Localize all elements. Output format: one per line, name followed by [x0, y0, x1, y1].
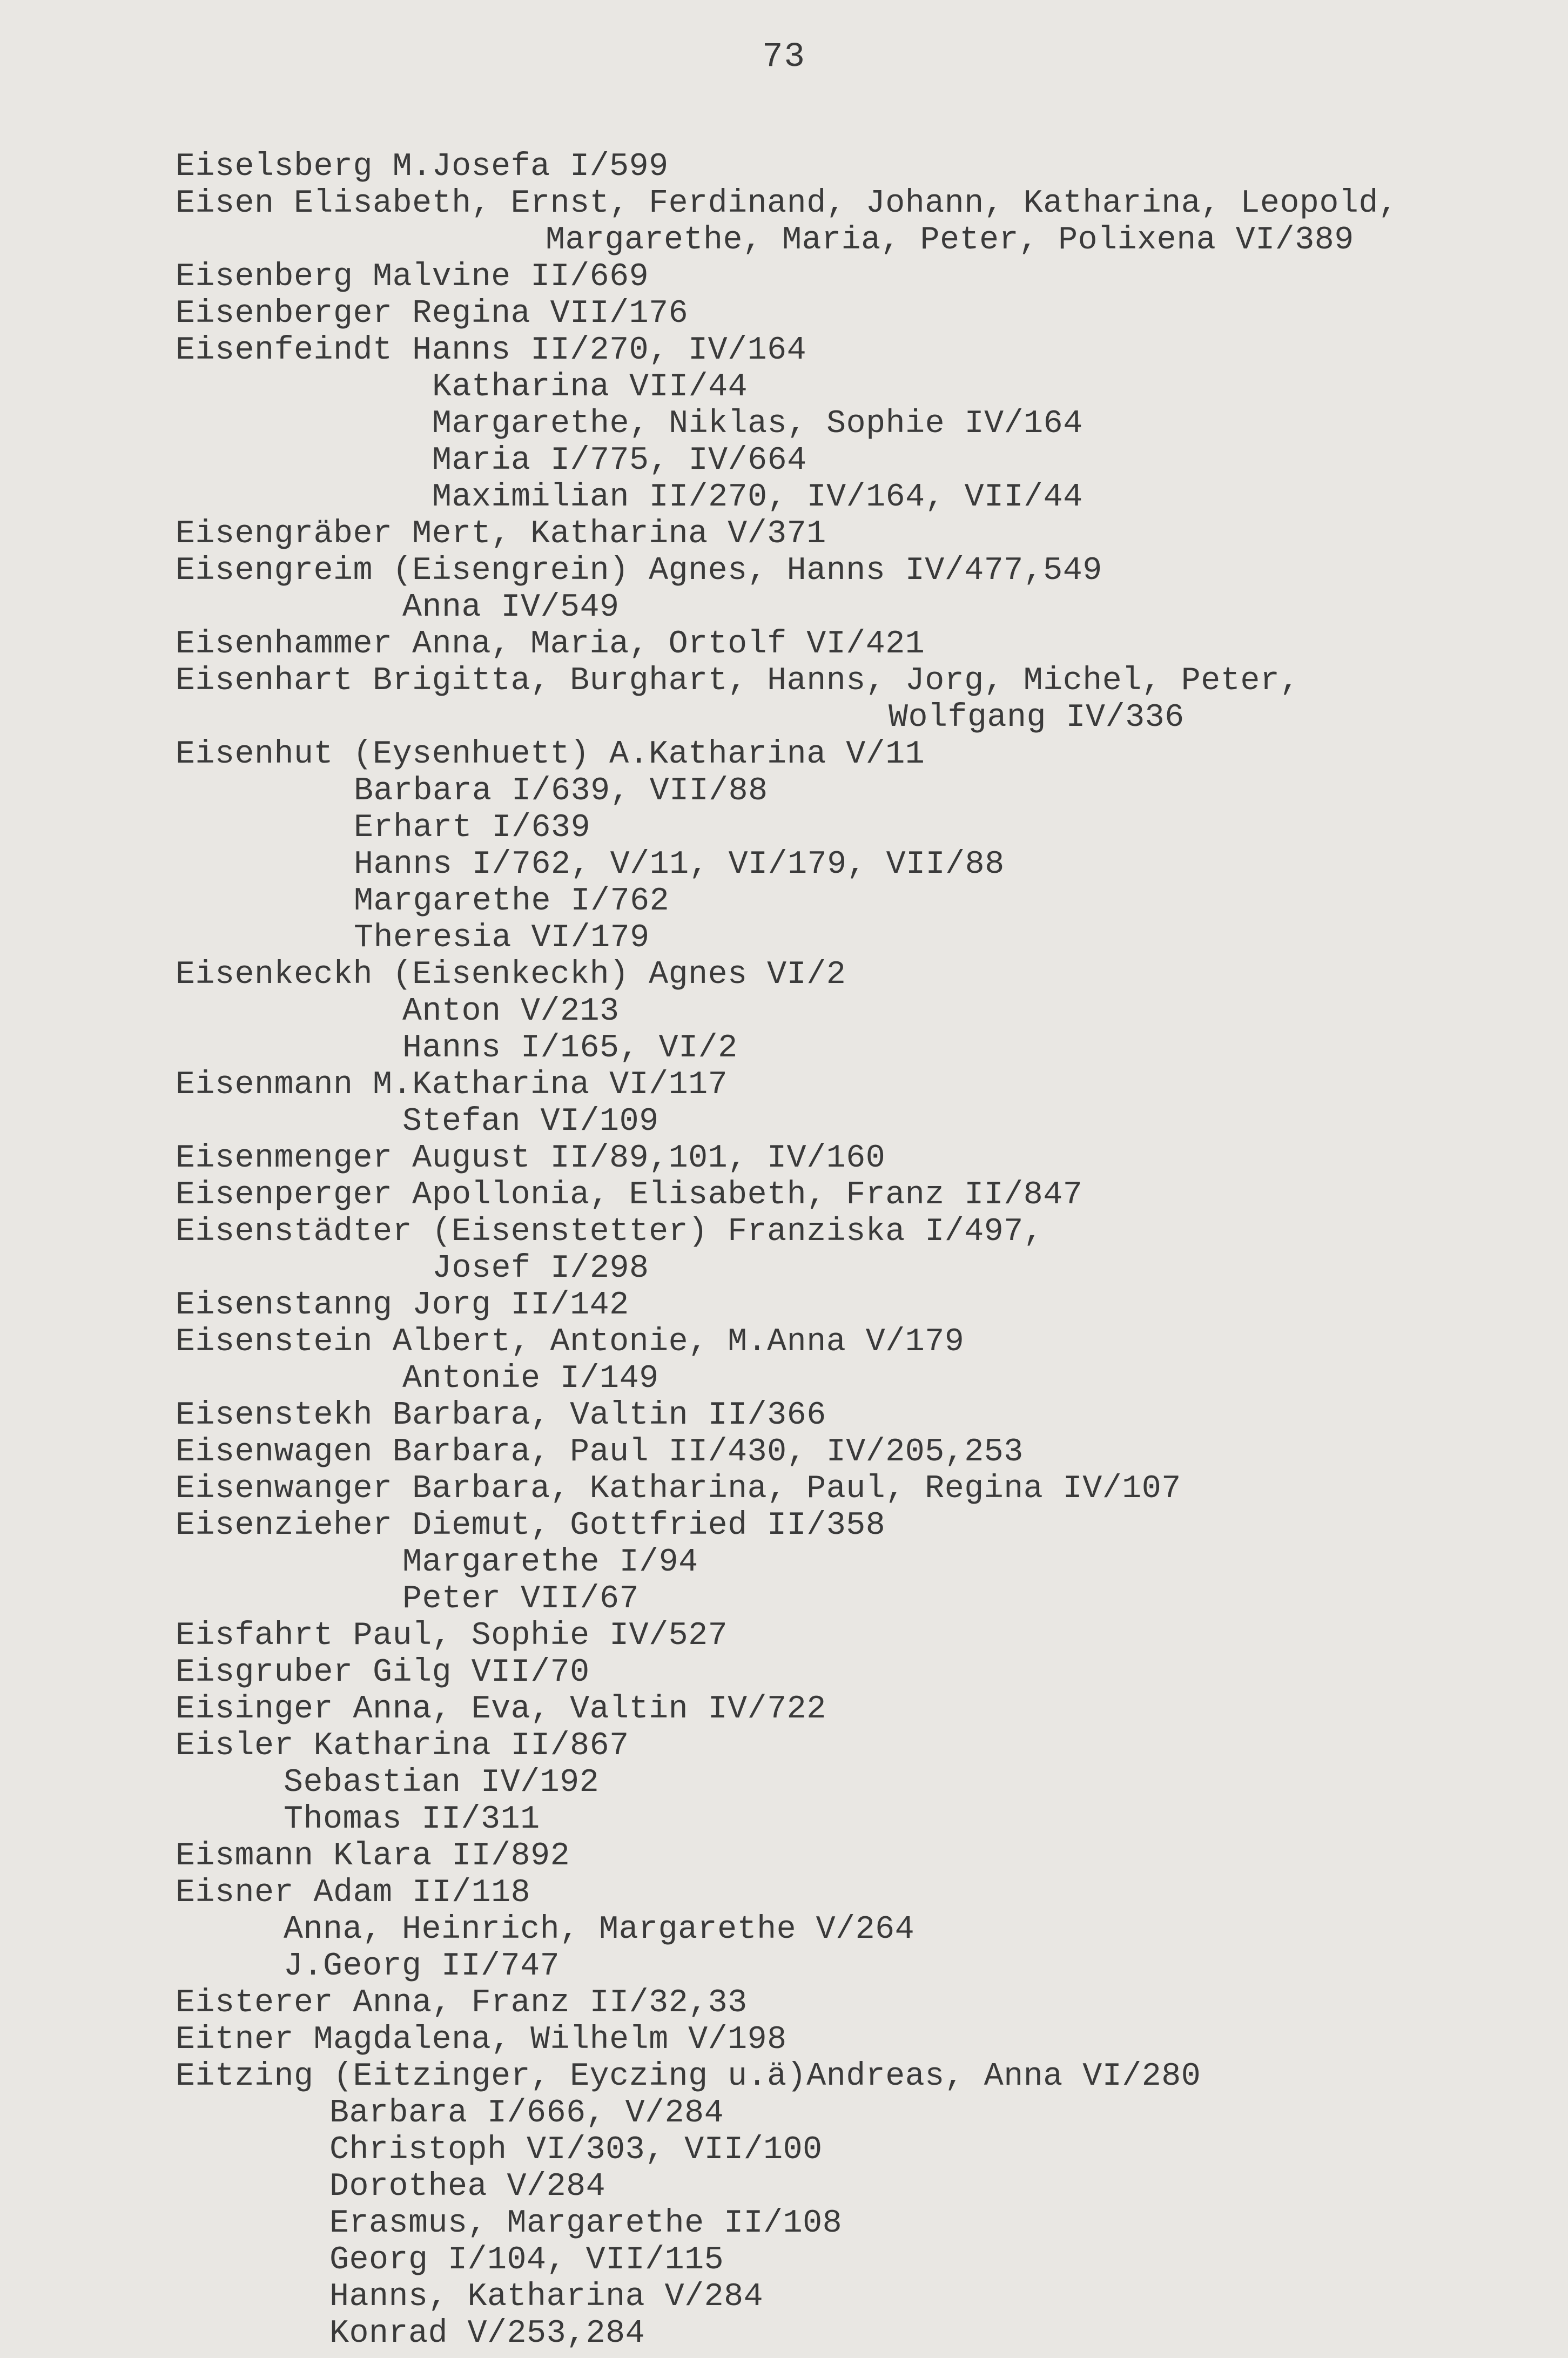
- index-subentry: Sebastian IV/192: [284, 1764, 600, 1801]
- index-entry: Eisinger Anna, Eva, Valtin IV/722: [176, 1691, 826, 1728]
- index-entry: Eisengräber Mert, Katharina V/371: [176, 516, 826, 553]
- index-entry: Eisenwagen Barbara, Paul II/430, IV/205,253: [176, 1434, 1024, 1471]
- index-entry: Eisenberger Regina VII/176: [176, 295, 689, 332]
- index-entry: Eisenmann M.Katharina VI/117: [176, 1067, 728, 1103]
- index-entry: Eisenstanng Jorg II/142: [176, 1287, 629, 1324]
- index-subentry: Wolfgang IV/336: [889, 699, 1185, 736]
- index-entry: Eisenberg Malvine II/669: [176, 259, 649, 295]
- index-entry: Eisenperger Apollonia, Elisabeth, Franz II/847: [176, 1177, 1083, 1214]
- index-subentry: Hanns I/165, VI/2: [402, 1030, 738, 1067]
- index-entry: Eitzing (Eitzinger, Eyczing u.ä)Andreas, Anna VI/280: [176, 2058, 1201, 2095]
- index-entry: Eisterer Anna, Franz II/32,33: [176, 1985, 748, 2022]
- index-entry: Eisenstein Albert, Antonie, M.Anna V/179: [176, 1324, 965, 1360]
- index-subentry: Anna IV/549: [402, 589, 620, 626]
- index-entry: Eitner Magdalena, Wilhelm V/198: [176, 2022, 787, 2058]
- index-entry: Eisenhammer Anna, Maria, Ortolf VI/421: [176, 626, 925, 663]
- index-entry: Eisler Katharina II/867: [176, 1728, 629, 1764]
- index-entry: Eisenstädter (Eisenstetter) Franziska I/497,: [176, 1214, 1044, 1250]
- index-subentry: Theresia VI/179: [354, 920, 650, 956]
- index-subentry: Maria I/775, IV/664: [432, 442, 807, 479]
- index-subentry: Peter VII/67: [402, 1581, 640, 1618]
- index-subentry: Konrad V/253,284: [329, 2315, 645, 2352]
- index-subentry: Georg I/104, VII/115: [329, 2242, 724, 2279]
- index-entry: Eisner Adam II/118: [176, 1875, 531, 1911]
- index-subentry: Josef I/298: [432, 1250, 649, 1287]
- index-entry: Eisenhart Brigitta, Burghart, Hanns, Jorg, Michel, Peter,: [176, 663, 1300, 699]
- index-subentry: Margarethe, Niklas, Sophie IV/164: [432, 406, 1083, 442]
- index-subentry: Erhart I/639: [354, 810, 591, 846]
- index-entry: Eisgruber Gilg VII/70: [176, 1654, 590, 1691]
- index-entry: Eisenfeindt Hanns II/270, IV/164: [176, 332, 807, 369]
- index-entry: Eisenmenger August II/89,101, IV/160: [176, 1140, 886, 1177]
- index-subentry: Maximilian II/270, IV/164, VII/44: [432, 479, 1083, 516]
- index-subentry: Antonie I/149: [402, 1360, 659, 1397]
- index-subentry: Margarethe I/762: [354, 883, 670, 920]
- page-number: 73: [762, 38, 806, 77]
- index-subentry: Christoph VI/303, VII/100: [329, 2132, 823, 2168]
- index-subentry: J.Georg II/747: [284, 1948, 560, 1985]
- index-subentry: Stefan VI/109: [402, 1103, 659, 1140]
- index-subentry: Barbara I/666, V/284: [329, 2095, 724, 2132]
- index-list: [176, 149, 1547, 2352]
- index-entry: Eisenhut (Eysenhuett) A.Katharina V/11: [176, 736, 925, 773]
- index-subentry: Dorothea V/284: [329, 2168, 606, 2205]
- index-subentry: Hanns, Katharina V/284: [329, 2279, 764, 2315]
- index-entry: Eismann Klara II/892: [176, 1838, 570, 1875]
- index-entry: Eisfahrt Paul, Sophie IV/527: [176, 1618, 728, 1654]
- index-entry: Eisengreim (Eisengrein) Agnes, Hanns IV/477,549: [176, 553, 1102, 589]
- index-entry: Eisenstekh Barbara, Valtin II/366: [176, 1397, 826, 1434]
- index-subentry: Thomas II/311: [284, 1801, 540, 1838]
- index-subentry: Erasmus, Margarethe II/108: [329, 2205, 843, 2242]
- index-subentry: Margarethe I/94: [402, 1544, 698, 1581]
- index-subentry: Katharina VII/44: [432, 369, 748, 406]
- index-subentry: Anton V/213: [402, 993, 620, 1030]
- index-entry: Eisenzieher Diemut, Gottfried II/358: [176, 1507, 886, 1544]
- index-entry: Eisenwanger Barbara, Katharina, Paul, Regina IV/107: [176, 1471, 1181, 1507]
- index-entry: Eisen Elisabeth, Ernst, Ferdinand, Johann, Katharina, Leopold,: [176, 185, 1398, 222]
- index-entry: Eiselsberg M.Josefa I/599: [176, 149, 669, 185]
- index-subentry: Margarethe, Maria, Peter, Polixena VI/389: [546, 222, 1354, 259]
- index-entry: Eisenkeckh (Eisenkeckh) Agnes VI/2: [176, 956, 846, 993]
- index-subentry: Anna, Heinrich, Margarethe V/264: [284, 1911, 915, 1948]
- index-subentry: Hanns I/762, V/11, VI/179, VII/88: [354, 846, 1005, 883]
- index-subentry: Barbara I/639, VII/88: [354, 773, 768, 810]
